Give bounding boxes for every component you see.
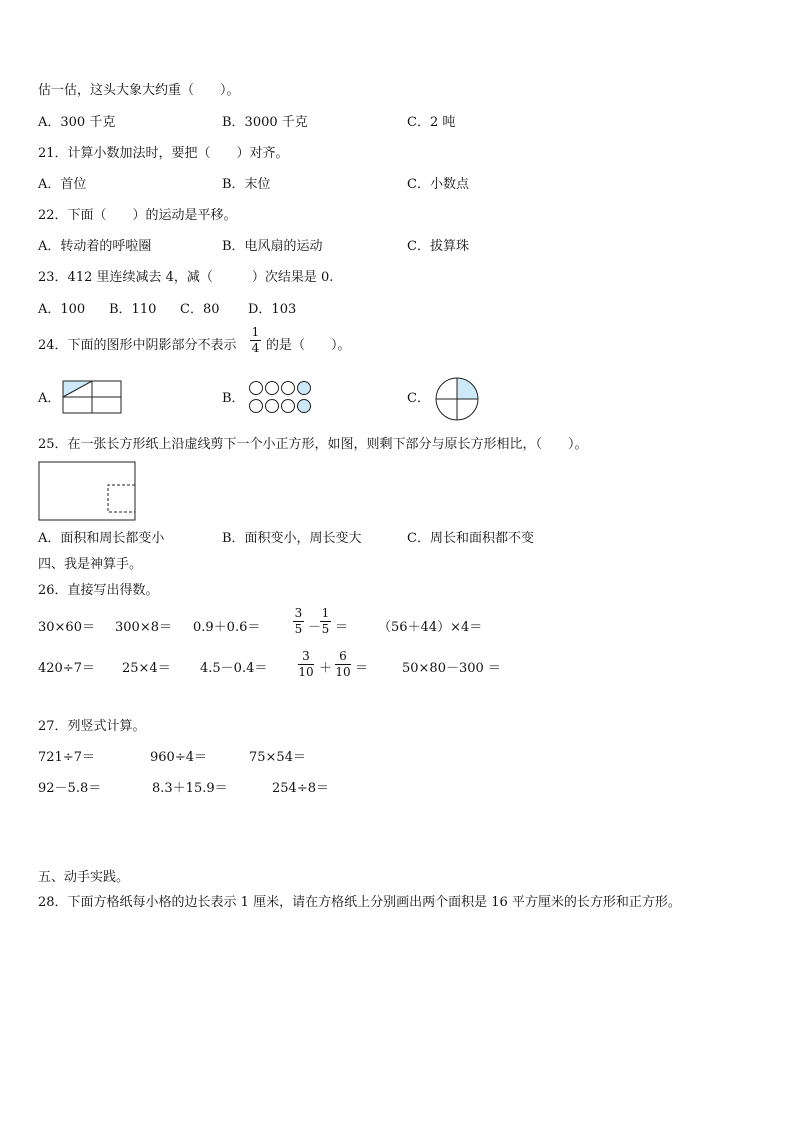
q27-row2-expr-1: 92－5.8＝ <box>38 781 102 796</box>
question-20-option-a: A．300 千克 <box>38 115 116 130</box>
q26-row2-equals: ＝ <box>355 661 369 676</box>
question-20-option-c: C．2 吨 <box>407 115 456 130</box>
question-28-stem: 28．下面方格纸每小格的边长表示 1 厘米，请在方格纸上分别画出两个面积是 16 平方厘米的长方形和正方形。 <box>38 895 681 910</box>
dashed-cut-line <box>108 485 135 512</box>
q26-row1-equals: ＝ <box>335 620 349 635</box>
q26-row2-expr-4: 50×80－300 ＝ <box>402 661 501 676</box>
fraction-numerator: 6 <box>339 649 347 663</box>
circle-figure-c <box>434 376 480 422</box>
fraction-numerator: 1 <box>251 325 260 339</box>
question-21-stem: 21．计算小数加法时，要把（ ）对齐。 <box>38 146 289 161</box>
fraction-numerator: 1 <box>321 606 330 620</box>
question-26-stem: 26．直接写出得数。 <box>38 583 159 598</box>
q26-row2-expr-1: 420÷7＝ <box>38 661 95 676</box>
question-24-stem-after: 的是（ ）。 <box>266 338 351 353</box>
question-25-option-a: A．面积和周长都变小 <box>38 531 165 546</box>
question-23-option-c: C．80 <box>180 302 220 317</box>
fraction-denominator: 5 <box>294 622 303 636</box>
question-20-stem: 估一估，这头大象大约重（ ）。 <box>38 83 240 98</box>
q27-row2-expr-2: 8.3＋15.9＝ <box>152 781 228 796</box>
q27-row1-expr-2: 960÷4＝ <box>150 750 207 765</box>
q26-row1-fraction-a <box>293 607 304 636</box>
q27-row1-expr-1: 721÷7＝ <box>38 750 95 765</box>
question-22-option-b: B．电风扇的运动 <box>222 239 323 254</box>
q26-row2-expr-2: 25×4＝ <box>122 661 171 676</box>
q26-row1-expr-4: （56＋44）×4＝ <box>378 620 483 635</box>
q26-row2-fraction-a <box>298 650 314 679</box>
rectangle-with-dashed-square <box>38 461 136 521</box>
question-27-stem: 27．列竖式计算。 <box>38 719 146 734</box>
fraction-denominator: 4 <box>251 341 260 355</box>
question-23-stem: 23．412 里连续减去 4，减（ ）次结果是 0. <box>38 270 334 285</box>
q26-row2-fraction-b <box>335 650 351 679</box>
question-25-stem: 25．在一张长方形纸上沿虚线剪下一个小正方形，如图，则剩下部分与原长方形相比，（ ）。 <box>38 437 588 452</box>
question-21-option-b: B．末位 <box>222 177 271 192</box>
q26-row1-expr-2: 300×8＝ <box>115 620 172 635</box>
fraction-denominator: 5 <box>321 622 330 636</box>
question-24-stem-before: 24．下面的图形中阴影部分不表示 <box>38 338 237 353</box>
q26-row1-operator: － <box>308 620 322 635</box>
question-21-option-c: C．小数点 <box>407 177 469 192</box>
q26-row2-expr-3: 4.5－0.4＝ <box>200 661 268 676</box>
q27-row1-expr-3: 75×54＝ <box>249 750 306 765</box>
question-24-option-c-label: C． <box>407 391 430 406</box>
fraction-numerator: 3 <box>302 649 310 663</box>
question-24-option-b-label: B． <box>222 391 245 406</box>
question-22-option-c: C．拔算珠 <box>407 239 469 254</box>
section-5-title: 五、动手实践。 <box>38 870 130 885</box>
question-25-option-c: C．周长和面积都不变 <box>407 531 534 546</box>
question-25-option-b: B．面积变小，周长变大 <box>222 531 362 546</box>
question-23-option-d: D．103 <box>248 302 297 317</box>
question-22-option-a: A．转动着的呼啦圈 <box>38 239 152 254</box>
q26-row1-fraction-b <box>320 607 331 636</box>
question-20-option-b: B．3000 千克 <box>222 115 308 130</box>
question-24-fraction <box>250 326 261 355</box>
question-24-option-a-label: A． <box>38 391 61 406</box>
section-4-title: 四、我是神算手。 <box>38 557 143 572</box>
q26-row1-expr-3: 0.9＋0.6＝ <box>193 620 261 635</box>
question-23-option-a: A．100 <box>38 302 86 317</box>
rectangle-figure-a <box>62 380 122 414</box>
q26-row1-expr-1: 30×60＝ <box>38 620 95 635</box>
fraction-numerator: 3 <box>294 606 303 620</box>
question-21-option-a: A．首位 <box>38 177 87 192</box>
fraction-denominator: 10 <box>298 665 314 679</box>
q27-row2-expr-3: 254÷8＝ <box>272 781 329 796</box>
question-22-stem: 22．下面（ ）的运动是平移。 <box>38 208 237 223</box>
fraction-denominator: 10 <box>335 665 351 679</box>
question-23-option-b: B．110 <box>109 302 157 317</box>
circles-figure-b <box>247 380 315 414</box>
q26-row2-operator: ＋ <box>319 661 333 676</box>
